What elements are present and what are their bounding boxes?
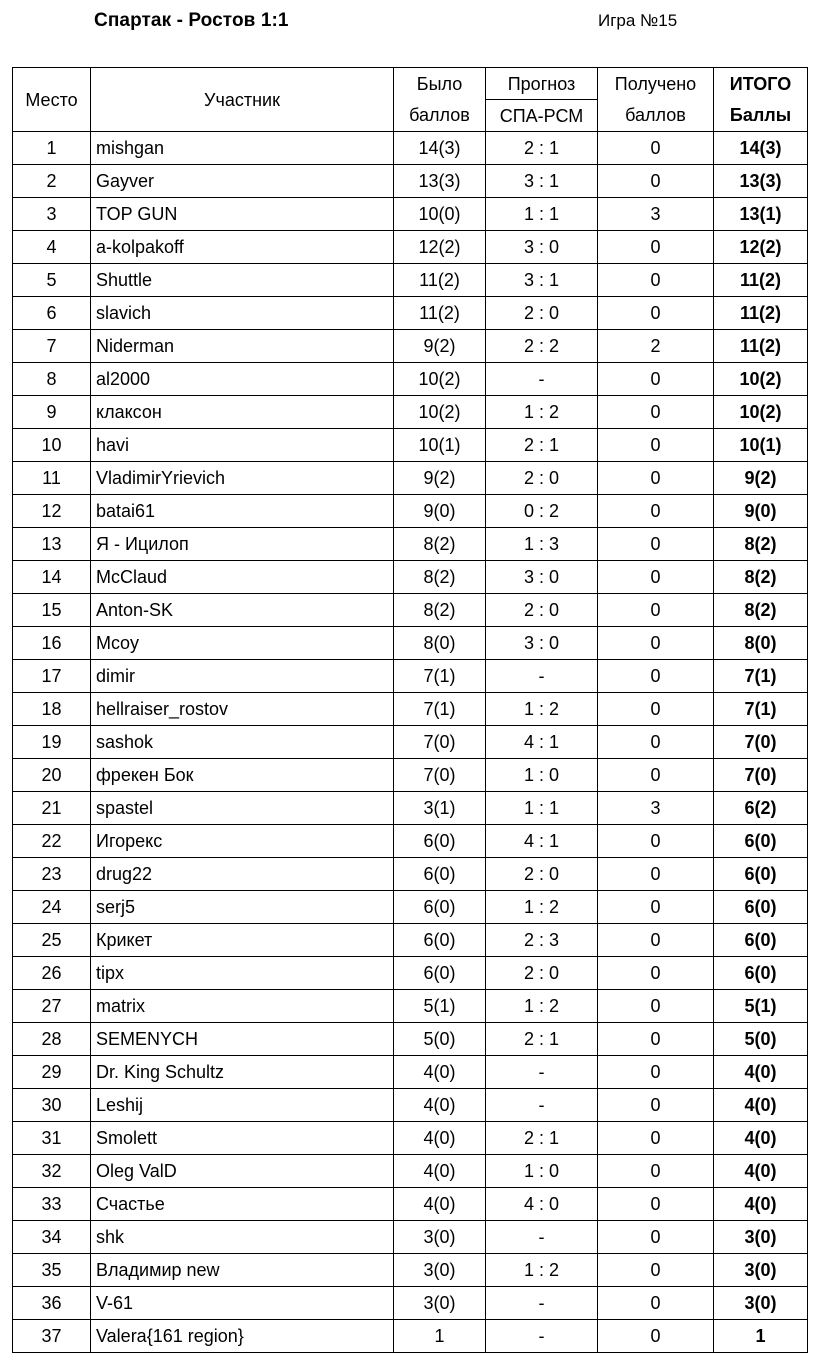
table-row [13,726,808,759]
cell-place: 21 [13,792,91,825]
cell-prediction: 3 : 1 [486,165,598,198]
cell-participant: drug22 [91,858,394,891]
cell-participant: tipx [91,957,394,990]
cell-was-points: 3(0) [394,1221,486,1254]
cell-was-points: 10(2) [394,363,486,396]
cell-was-points: 7(1) [394,660,486,693]
cell-place: 29 [13,1056,91,1089]
cell-total: 6(0) [714,957,808,990]
cell-prediction: - [486,363,598,396]
cell-place: 17 [13,660,91,693]
cell-place: 24 [13,891,91,924]
cell-participant: Mcoy [91,627,394,660]
cell-place: 2 [13,165,91,198]
cell-place: 11 [13,462,91,495]
cell-place: 14 [13,561,91,594]
cell-prediction: 2 : 1 [486,132,598,165]
table-row [13,297,808,330]
cell-prediction: 1 : 3 [486,528,598,561]
cell-prediction: 1 : 2 [486,693,598,726]
cell-was-points: 11(2) [394,264,486,297]
cell-participant: matrix [91,990,394,1023]
cell-got-points: 0 [598,363,714,396]
cell-total: 5(0) [714,1023,808,1056]
cell-participant: VladimirYrievich [91,462,394,495]
cell-total: 6(0) [714,924,808,957]
table-row [13,891,808,924]
cell-participant: spastel [91,792,394,825]
cell-prediction: 2 : 0 [486,462,598,495]
table-row [13,957,808,990]
cell-place: 7 [13,330,91,363]
cell-total: 7(1) [714,660,808,693]
cell-total: 3(0) [714,1221,808,1254]
cell-place: 15 [13,594,91,627]
cell-participant: Leshij [91,1089,394,1122]
cell-participant: McClaud [91,561,394,594]
cell-got-points: 0 [598,726,714,759]
cell-place: 33 [13,1188,91,1221]
cell-place: 35 [13,1254,91,1287]
table-row [13,1122,808,1155]
cell-place: 1 [13,132,91,165]
cell-got-points: 0 [598,561,714,594]
cell-was-points: 11(2) [394,297,486,330]
cell-got-points: 0 [598,858,714,891]
cell-place: 37 [13,1320,91,1353]
cell-participant: dimir [91,660,394,693]
cell-got-points: 0 [598,264,714,297]
cell-got-points: 0 [598,1254,714,1287]
cell-was-points: 4(0) [394,1155,486,1188]
cell-total: 3(0) [714,1287,808,1320]
table-row [13,1089,808,1122]
cell-prediction: 2 : 1 [486,429,598,462]
cell-was-points: 4(0) [394,1056,486,1089]
cell-got-points: 0 [598,1221,714,1254]
table-row [13,1188,808,1221]
cell-was-points: 9(2) [394,462,486,495]
cell-was-points: 4(0) [394,1089,486,1122]
cell-got-points: 0 [598,495,714,528]
header-was-line1: Было [394,68,486,100]
header-was-line2: баллов [394,100,486,132]
table-row [13,1023,808,1056]
cell-was-points: 3(1) [394,792,486,825]
cell-total: 6(0) [714,891,808,924]
cell-got-points: 0 [598,231,714,264]
cell-prediction: 1 : 1 [486,792,598,825]
cell-participant: Smolett [91,1122,394,1155]
cell-total: 8(2) [714,528,808,561]
cell-participant: Valera{161 region} [91,1320,394,1353]
cell-total: 8(2) [714,594,808,627]
cell-participant: serj5 [91,891,394,924]
cell-place: 8 [13,363,91,396]
table-row [13,495,808,528]
cell-was-points: 5(1) [394,990,486,1023]
cell-was-points: 9(2) [394,330,486,363]
cell-got-points: 0 [598,825,714,858]
table-row [13,660,808,693]
table-row [13,264,808,297]
cell-place: 4 [13,231,91,264]
cell-got-points: 3 [598,198,714,231]
cell-was-points: 6(0) [394,957,486,990]
table-row [13,528,808,561]
cell-place: 31 [13,1122,91,1155]
cell-participant: Крикет [91,924,394,957]
table-row [13,693,808,726]
cell-prediction: 4 : 0 [486,1188,598,1221]
cell-place: 16 [13,627,91,660]
cell-prediction: 2 : 2 [486,330,598,363]
cell-total: 7(0) [714,759,808,792]
cell-participant: Oleg ValD [91,1155,394,1188]
cell-participant: Niderman [91,330,394,363]
cell-place: 20 [13,759,91,792]
table-row [13,1056,808,1089]
cell-got-points: 0 [598,693,714,726]
table-row [13,363,808,396]
table-row [13,462,808,495]
cell-got-points: 0 [598,1287,714,1320]
cell-got-points: 0 [598,132,714,165]
cell-was-points: 7(0) [394,726,486,759]
cell-total: 13(3) [714,165,808,198]
cell-place: 25 [13,924,91,957]
cell-place: 12 [13,495,91,528]
header-got-line1: Получено [598,68,714,100]
cell-participant: Владимир new [91,1254,394,1287]
table-row [13,1254,808,1287]
cell-was-points: 8(2) [394,528,486,561]
cell-got-points: 0 [598,1056,714,1089]
table-row [13,561,808,594]
cell-place: 18 [13,693,91,726]
cell-total: 12(2) [714,231,808,264]
cell-prediction: - [486,1221,598,1254]
table-row [13,396,808,429]
cell-got-points: 0 [598,594,714,627]
cell-got-points: 0 [598,528,714,561]
cell-prediction: - [486,1056,598,1089]
cell-participant: TOP GUN [91,198,394,231]
cell-was-points: 6(0) [394,924,486,957]
cell-total: 11(2) [714,264,808,297]
cell-prediction: - [486,1320,598,1353]
game-number: Игра №15 [598,11,678,30]
cell-got-points: 3 [598,792,714,825]
cell-was-points: 12(2) [394,231,486,264]
cell-prediction: 4 : 1 [486,726,598,759]
cell-place: 36 [13,1287,91,1320]
header-got-line2: баллов [598,100,714,132]
cell-prediction: 1 : 2 [486,990,598,1023]
cell-total: 4(0) [714,1056,808,1089]
cell-prediction: 4 : 1 [486,825,598,858]
cell-participant: фрекен Бок [91,759,394,792]
cell-got-points: 0 [598,1155,714,1188]
cell-prediction: 2 : 0 [486,297,598,330]
cell-was-points: 10(2) [394,396,486,429]
cell-place: 19 [13,726,91,759]
cell-prediction: - [486,1089,598,1122]
standings-table [12,67,808,1353]
cell-participant: mishgan [91,132,394,165]
cell-total: 4(0) [714,1089,808,1122]
table-row [13,231,808,264]
table-row [13,330,808,363]
cell-was-points: 8(2) [394,594,486,627]
cell-total: 10(2) [714,363,808,396]
cell-prediction: 1 : 0 [486,1155,598,1188]
table-row [13,792,808,825]
table-row [13,924,808,957]
cell-place: 26 [13,957,91,990]
cell-was-points: 6(0) [394,825,486,858]
cell-got-points: 0 [598,297,714,330]
cell-total: 9(2) [714,462,808,495]
cell-was-points: 3(0) [394,1287,486,1320]
cell-prediction: - [486,660,598,693]
cell-place: 22 [13,825,91,858]
cell-participant: Игорекс [91,825,394,858]
header-prediction-sub: СПА-РСМ [486,100,598,132]
cell-total: 5(1) [714,990,808,1023]
cell-participant: al2000 [91,363,394,396]
cell-total: 6(0) [714,858,808,891]
cell-was-points: 8(2) [394,561,486,594]
cell-was-points: 6(0) [394,858,486,891]
cell-got-points: 0 [598,990,714,1023]
table-row [13,165,808,198]
cell-place: 6 [13,297,91,330]
table-row [13,429,808,462]
cell-got-points: 2 [598,330,714,363]
table-row [13,198,808,231]
cell-total: 10(1) [714,429,808,462]
header-place: Место [13,68,91,132]
header-total-line2: Баллы [714,100,808,132]
cell-place: 13 [13,528,91,561]
cell-was-points: 5(0) [394,1023,486,1056]
cell-was-points: 13(3) [394,165,486,198]
match-title: Спартак - Ростов 1:1 [94,10,289,31]
cell-prediction: 1 : 0 [486,759,598,792]
table-row [13,1155,808,1188]
cell-prediction: - [486,1287,598,1320]
cell-participant: hellraiser_rostov [91,693,394,726]
cell-got-points: 0 [598,1122,714,1155]
header-row [13,68,808,100]
cell-was-points: 9(0) [394,495,486,528]
cell-place: 30 [13,1089,91,1122]
cell-participant: a-kolpakoff [91,231,394,264]
table-row [13,858,808,891]
cell-was-points: 7(1) [394,693,486,726]
cell-prediction: 2 : 1 [486,1023,598,1056]
cell-prediction: 3 : 1 [486,264,598,297]
table-row [13,825,808,858]
cell-place: 23 [13,858,91,891]
cell-participant: Счастье [91,1188,394,1221]
cell-got-points: 0 [598,759,714,792]
cell-prediction: 2 : 3 [486,924,598,957]
table-row [13,990,808,1023]
cell-prediction: 0 : 2 [486,495,598,528]
cell-participant: клаксон [91,396,394,429]
cell-got-points: 0 [598,891,714,924]
cell-place: 27 [13,990,91,1023]
table-row [13,1221,808,1254]
cell-participant: havi [91,429,394,462]
header-prediction: Прогноз [486,68,598,100]
cell-place: 32 [13,1155,91,1188]
cell-total: 10(2) [714,396,808,429]
cell-got-points: 0 [598,660,714,693]
cell-place: 3 [13,198,91,231]
cell-participant: batai61 [91,495,394,528]
cell-prediction: 3 : 0 [486,231,598,264]
cell-total: 7(0) [714,726,808,759]
cell-got-points: 0 [598,1089,714,1122]
table-row [13,132,808,165]
table-row [13,594,808,627]
cell-participant: SEMENYCH [91,1023,394,1056]
cell-total: 6(2) [714,792,808,825]
cell-participant: Shuttle [91,264,394,297]
cell-was-points: 4(0) [394,1122,486,1155]
cell-was-points: 4(0) [394,1188,486,1221]
cell-participant: slavich [91,297,394,330]
header-total-line1: ИТОГО [714,68,808,100]
header-participant: Участник [91,68,394,132]
cell-total: 4(0) [714,1122,808,1155]
cell-total: 8(0) [714,627,808,660]
cell-place: 9 [13,396,91,429]
cell-total: 9(0) [714,495,808,528]
cell-total: 13(1) [714,198,808,231]
table-row [13,759,808,792]
cell-got-points: 0 [598,1320,714,1353]
cell-place: 5 [13,264,91,297]
cell-participant: Anton-SK [91,594,394,627]
table-body [13,132,808,1353]
cell-prediction: 1 : 2 [486,396,598,429]
cell-was-points: 10(1) [394,429,486,462]
cell-was-points: 1 [394,1320,486,1353]
cell-prediction: 1 : 2 [486,1254,598,1287]
table-header [13,68,808,132]
cell-total: 8(2) [714,561,808,594]
cell-participant: shk [91,1221,394,1254]
cell-was-points: 6(0) [394,891,486,924]
cell-participant: V-61 [91,1287,394,1320]
cell-was-points: 7(0) [394,759,486,792]
cell-got-points: 0 [598,165,714,198]
cell-total: 6(0) [714,825,808,858]
cell-got-points: 0 [598,1188,714,1221]
cell-prediction: 1 : 1 [486,198,598,231]
cell-participant: sashok [91,726,394,759]
cell-was-points: 3(0) [394,1254,486,1287]
cell-got-points: 0 [598,957,714,990]
cell-got-points: 0 [598,462,714,495]
cell-total: 4(0) [714,1155,808,1188]
cell-prediction: 2 : 0 [486,957,598,990]
cell-was-points: 10(0) [394,198,486,231]
table-row [13,1287,808,1320]
cell-prediction: 3 : 0 [486,561,598,594]
cell-total: 4(0) [714,1188,808,1221]
cell-got-points: 0 [598,1023,714,1056]
cell-participant: Dr. King Schultz [91,1056,394,1089]
cell-place: 34 [13,1221,91,1254]
table-row [13,1320,808,1353]
cell-got-points: 0 [598,627,714,660]
cell-total: 1 [714,1320,808,1353]
cell-got-points: 0 [598,924,714,957]
cell-was-points: 14(3) [394,132,486,165]
cell-place: 28 [13,1023,91,1056]
cell-got-points: 0 [598,396,714,429]
table-row [13,627,808,660]
cell-participant: Gayver [91,165,394,198]
cell-total: 7(1) [714,693,808,726]
cell-was-points: 8(0) [394,627,486,660]
cell-place: 10 [13,429,91,462]
cell-total: 11(2) [714,330,808,363]
cell-got-points: 0 [598,429,714,462]
cell-prediction: 1 : 2 [486,891,598,924]
cell-prediction: 2 : 1 [486,1122,598,1155]
cell-total: 14(3) [714,132,808,165]
cell-participant: Я - Ицилоп [91,528,394,561]
cell-total: 3(0) [714,1254,808,1287]
cell-prediction: 3 : 0 [486,627,598,660]
cell-total: 11(2) [714,297,808,330]
cell-prediction: 2 : 0 [486,858,598,891]
cell-prediction: 2 : 0 [486,594,598,627]
